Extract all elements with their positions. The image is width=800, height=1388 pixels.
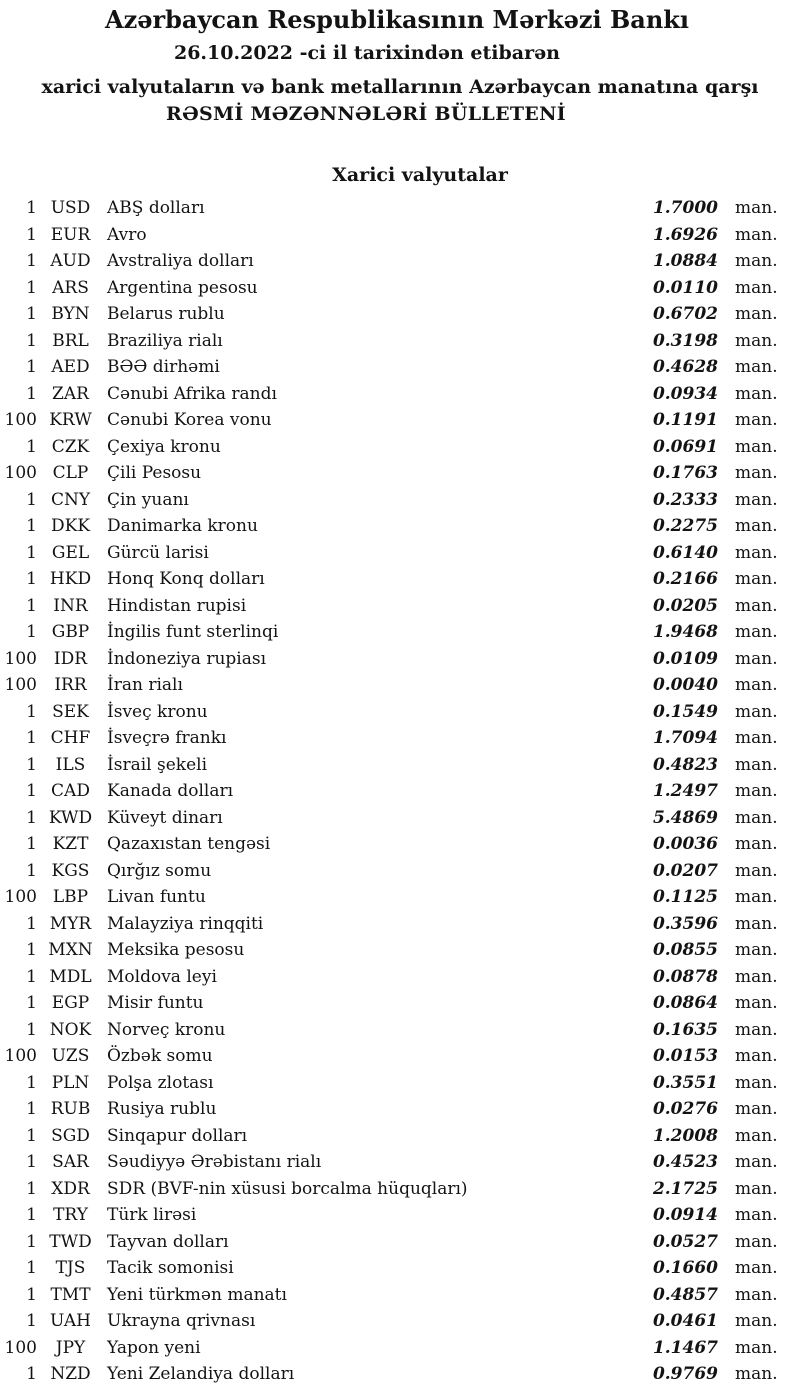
unit-cell: man. [735,251,778,271]
currency-code-cell: XDR [51,1178,90,1199]
quantity-cell: 1 [26,1125,37,1146]
currency-name-cell: Ukrayna qrivnası [107,1311,256,1331]
unit-cell: man. [735,304,778,324]
currency-code-cell: USD [50,198,91,218]
rate-row [0,1255,800,1282]
rate-value-cell: 0.4857 [652,1284,718,1305]
rate-row [0,434,800,461]
quantity-cell: 1 [26,1231,37,1252]
section-title-foreign-currencies: Xarici valyutalar [332,164,508,186]
currency-code-cell: ILS [55,754,86,775]
currency-code-cell: EUR [50,224,91,245]
unit-cell: man. [735,807,778,828]
unit-cell: man. [735,489,778,510]
currency-name-cell: Meksika pesosu [107,940,245,960]
bulletin-subtitle: xarici valyutaların və bank metallarının Azərbaycan manatına qarşı [41,76,759,98]
currency-name-cell: Cənubi Afrika randı [107,383,277,404]
unit-cell: man. [735,1046,778,1066]
currency-code-cell: AED [51,357,90,377]
quantity-cell: 1 [26,251,37,271]
quantity-cell: 100 [4,648,37,669]
rate-row [0,805,800,832]
quantity-cell: 1 [26,1099,37,1119]
rate-row [0,1123,800,1150]
currency-name-cell: İsrail şekeli [107,754,207,775]
currency-code-cell: ARS [52,277,89,298]
currency-code-cell: IDR [53,648,88,669]
currency-name-cell: Yeni türkmən manatı [107,1284,287,1305]
currency-name-cell: Sinqapur dolları [107,1125,248,1146]
rate-value-cell: 0.0527 [652,1231,718,1252]
unit-cell: man. [735,436,778,457]
currency-code-cell: CAD [51,781,90,801]
rate-value-cell: 0.1660 [652,1258,718,1278]
unit-cell: man. [735,224,778,245]
rate-row [0,831,800,858]
currency-name-cell: BƏƏ dirhəmi [107,357,220,377]
currency-code-cell: EGP [51,993,90,1013]
rate-row [0,1335,800,1362]
rate-value-cell: 1.2497 [652,781,718,801]
currency-name-cell: Səudiyyə Ərəbistanı rialı [107,1152,322,1172]
quantity-cell: 1 [26,1205,37,1225]
rate-value-cell: 0.0153 [652,1046,718,1066]
currency-name-cell: Yapon yeni [107,1337,201,1358]
unit-cell: man. [735,1311,778,1331]
currency-name-cell: Rusiya rublu [107,1099,217,1119]
rate-value-cell: 0.2333 [652,489,718,510]
rate-value-cell: 0.1549 [652,701,718,722]
unit-cell: man. [735,622,778,642]
currency-code-cell: MXN [48,940,93,960]
currency-name-cell: Avro [107,224,147,245]
quantity-cell: 100 [4,1046,37,1066]
unit-cell: man. [735,463,778,483]
rate-row [0,195,800,222]
currency-code-cell: INR [53,595,88,616]
currency-code-cell: GBP [51,622,90,642]
rate-value-cell: 0.3551 [652,1072,718,1093]
currency-name-cell: Polşa zlotası [107,1072,214,1093]
currency-name-cell: Malayziya rinqqiti [107,913,264,934]
rate-value-cell: 0.2166 [652,569,718,589]
currency-name-cell: Argentina pesosu [107,277,258,298]
rate-row [0,699,800,726]
rate-row [0,964,800,991]
rate-row [0,1282,800,1309]
rate-value-cell: 0.0036 [652,834,718,854]
unit-cell: man. [735,1019,778,1040]
currency-name-cell: Çin yuanı [107,489,189,510]
unit-cell: man. [735,516,778,536]
rate-value-cell: 0.0040 [652,675,718,695]
currency-name-cell: Çexiya kronu [107,436,221,457]
quantity-cell: 1 [26,622,37,642]
currency-code-cell: TWD [49,1231,92,1252]
quantity-cell: 1 [26,224,37,245]
unit-cell: man. [735,781,778,801]
unit-cell: man. [735,383,778,404]
quantity-cell: 1 [26,728,37,748]
quantity-cell: 1 [26,1072,37,1093]
rate-value-cell: 0.0461 [652,1311,718,1331]
rate-value-cell: 0.0864 [652,993,718,1013]
unit-cell: man. [735,701,778,722]
currency-code-cell: KZT [52,834,89,854]
currency-code-cell: BYN [51,304,90,324]
currency-name-cell: Qazaxıstan tengəsi [107,834,271,854]
quantity-cell: 1 [26,304,37,324]
rate-row [0,778,800,805]
rate-value-cell: 1.2008 [652,1125,718,1146]
unit-cell: man. [735,648,778,669]
rate-row [0,407,800,434]
rate-row [0,540,800,567]
unit-cell: man. [735,569,778,589]
rate-row [0,752,800,779]
currency-code-cell: UZS [51,1046,90,1066]
rate-row [0,275,800,302]
quantity-cell: 1 [26,1311,37,1331]
currency-code-cell: SEK [52,701,89,722]
quantity-cell: 1 [26,754,37,775]
unit-cell: man. [735,1231,778,1252]
unit-cell: man. [735,675,778,695]
currency-name-cell: İngilis funt sterlinqi [107,622,279,642]
quantity-cell: 1 [26,993,37,1013]
currency-name-cell: İsveçrə frankı [107,728,227,748]
quantity-cell: 1 [26,1364,37,1384]
currency-code-cell: JPY [55,1337,86,1358]
currency-name-cell: Qırğız somu [107,860,212,881]
quantity-cell: 1 [26,542,37,563]
rate-value-cell: 1.0884 [652,251,718,271]
currency-name-cell: Çili Pesosu [107,463,202,483]
rate-row [0,301,800,328]
currency-name-cell: Belarus rublu [107,304,225,324]
currency-code-cell: PLN [51,1072,90,1093]
currency-name-cell: İndoneziya rupiası [107,648,267,669]
currency-name-cell: Cənubi Korea vonu [107,410,272,430]
rate-row [0,222,800,249]
currency-code-cell: RUB [50,1099,91,1119]
currency-code-cell: NOK [49,1019,92,1040]
currency-name-cell: Tayvan dolları [107,1231,229,1252]
rate-value-cell: 0.0934 [652,383,718,404]
rate-row [0,858,800,885]
unit-cell: man. [735,330,778,351]
quantity-cell: 100 [4,1337,37,1358]
currency-code-cell: CZK [51,436,90,457]
currency-name-cell: Norveç kronu [107,1019,226,1040]
unit-cell: man. [735,1152,778,1172]
rate-value-cell: 0.0914 [652,1205,718,1225]
rate-value-cell: 0.0207 [652,860,718,881]
quantity-cell: 1 [26,940,37,960]
quantity-cell: 1 [26,1258,37,1278]
currency-name-cell: Gürcü larisi [107,542,209,563]
rate-row [0,1308,800,1335]
currency-code-cell: CNY [50,489,91,510]
currency-code-cell: GEL [51,542,90,563]
currency-name-cell: Honq Konq dolları [107,569,265,589]
rate-row [0,460,800,487]
quantity-cell: 100 [4,410,37,430]
rate-value-cell: 0.4823 [652,754,718,775]
quantity-cell: 100 [4,675,37,695]
unit-cell: man. [735,887,778,907]
currency-code-cell: CHF [50,728,91,748]
rate-row [0,354,800,381]
rate-value-cell: 0.0276 [652,1099,718,1119]
currency-name-cell: Yeni Zelandiya dolları [107,1364,295,1384]
bank-name-title: Azərbaycan Respublikasının Mərkəzi Bankı [104,5,690,34]
rate-value-cell: 0.0855 [652,940,718,960]
quantity-cell: 1 [26,357,37,377]
rate-value-cell: 1.9468 [652,622,718,642]
rate-value-cell: 0.0878 [652,966,718,987]
quantity-cell: 1 [26,1152,37,1172]
rate-value-cell: 0.4523 [652,1152,718,1172]
rate-value-cell: 1.6926 [652,224,718,245]
currency-name-cell: Braziliya rialı [107,330,223,351]
quantity-cell: 1 [26,913,37,934]
quantity-cell: 1 [26,834,37,854]
rate-value-cell: 0.0205 [652,595,718,616]
currency-code-cell: ZAR [52,383,89,404]
quantity-cell: 100 [4,463,37,483]
quantity-cell: 1 [26,277,37,298]
rate-value-cell: 0.1635 [652,1019,718,1040]
unit-cell: man. [735,913,778,934]
rate-row [0,937,800,964]
rate-row [0,911,800,938]
rate-value-cell: 0.4628 [652,357,718,377]
unit-cell: man. [735,754,778,775]
unit-cell: man. [735,1072,778,1093]
quantity-cell: 1 [26,1284,37,1305]
rate-value-cell: 0.3596 [652,913,718,934]
currency-code-cell: TJS [55,1258,86,1278]
currency-code-cell: HKD [49,569,92,589]
unit-cell: man. [735,1284,778,1305]
rate-value-cell: 0.1125 [652,887,718,907]
currency-name-cell: Misir funtu [107,993,204,1013]
quantity-cell: 1 [26,1019,37,1040]
unit-cell: man. [735,542,778,563]
unit-cell: man. [735,1337,778,1358]
currency-code-cell: UAH [50,1311,91,1331]
quantity-cell: 1 [26,489,37,510]
rate-row [0,1176,800,1203]
unit-cell: man. [735,940,778,960]
quantity-cell: 1 [26,781,37,801]
currency-name-cell: Hindistan rupisi [107,595,247,616]
currency-name-cell: Türk lirəsi [107,1205,197,1225]
rate-row [0,1096,800,1123]
quantity-cell: 1 [26,330,37,351]
currency-name-cell: Tacik somonisi [107,1258,234,1278]
currency-code-cell: NZD [50,1364,91,1384]
rate-row [0,1043,800,1070]
rate-row [0,990,800,1017]
rate-row [0,646,800,673]
unit-cell: man. [735,1099,778,1119]
quantity-cell: 1 [26,966,37,987]
rate-value-cell: 0.6702 [652,304,718,324]
currency-code-cell: MDL [49,966,92,987]
effective-date-line: 26.10.2022 -ci il tarixindən etibarən [173,42,560,64]
quantity-cell: 1 [26,198,37,218]
rate-row [0,1202,800,1229]
quantity-cell: 1 [26,569,37,589]
currency-code-cell: KWD [48,807,93,828]
quantity-cell: 1 [26,595,37,616]
unit-cell: man. [735,357,778,377]
rate-row [0,566,800,593]
currency-code-cell: MYR [49,913,92,934]
currency-name-cell: SDR (BVF-nin xüsusi borcalma hüquqları) [107,1178,468,1199]
currency-code-cell: CLP [52,463,89,483]
currency-name-cell: Avstraliya dolları [107,251,254,271]
rate-row [0,248,800,275]
rate-row [0,1017,800,1044]
rate-row [0,1361,800,1388]
unit-cell: man. [735,860,778,881]
currency-code-cell: SAR [52,1152,89,1172]
bulletin-title: RƏSMİ MƏZƏNNƏLƏRİ BÜLLETENİ [166,103,566,125]
currency-name-cell: Livan funtu [107,887,206,907]
currency-name-cell: Kanada dolları [107,781,234,801]
currency-code-cell: KRW [49,410,92,430]
currency-name-cell: Danimarka kronu [107,516,258,536]
rate-row [0,884,800,911]
currency-code-cell: LBP [52,887,89,907]
currency-name-cell: ABŞ dolları [107,198,205,218]
rate-value-cell: 1.7094 [652,728,718,748]
unit-cell: man. [735,1178,778,1199]
quantity-cell: 1 [26,383,37,404]
unit-cell: man. [735,834,778,854]
rate-row [0,487,800,514]
rate-value-cell: 0.3198 [652,330,718,351]
quantity-cell: 100 [4,887,37,907]
quantity-cell: 1 [26,1178,37,1199]
currency-code-cell: TRY [53,1205,88,1225]
rate-row [0,725,800,752]
unit-cell: man. [735,1258,778,1278]
rate-value-cell: 0.9769 [652,1364,718,1384]
unit-cell: man. [735,198,778,218]
rate-row [0,619,800,646]
unit-cell: man. [735,966,778,987]
rate-value-cell: 0.0109 [652,648,718,669]
quantity-cell: 1 [26,436,37,457]
rate-value-cell: 0.1191 [652,410,718,430]
currency-name-cell: Moldova leyi [107,966,217,987]
currency-code-cell: IRR [54,675,87,695]
rate-row [0,1149,800,1176]
currency-name-cell: Küveyt dinarı [107,807,223,828]
currency-code-cell: AUD [50,251,91,271]
rate-row [0,513,800,540]
rate-value-cell: 0.0110 [652,277,718,298]
rate-row [0,593,800,620]
rate-value-cell: 5.4869 [652,807,718,828]
rate-value-cell: 0.1763 [652,463,718,483]
rate-row [0,672,800,699]
unit-cell: man. [735,410,778,430]
unit-cell: man. [735,1205,778,1225]
currency-code-cell: KGS [51,860,90,881]
currency-name-cell: İsveç kronu [107,701,208,722]
rate-value-cell: 0.2275 [652,516,718,536]
rate-value-cell: 1.7000 [652,198,718,218]
quantity-cell: 1 [26,860,37,881]
currency-code-cell: DKK [50,516,91,536]
rates-table [0,195,800,1388]
currency-name-cell: Özbək somu [107,1046,213,1066]
unit-cell: man. [735,1125,778,1146]
rate-row [0,328,800,355]
currency-name-cell: İran rialı [107,675,183,695]
currency-code-cell: TMT [50,1284,91,1305]
rate-value-cell: 0.6140 [652,542,718,563]
unit-cell: man. [735,277,778,298]
unit-cell: man. [735,993,778,1013]
rate-row [0,1229,800,1256]
quantity-cell: 1 [26,701,37,722]
rate-row [0,1070,800,1097]
quantity-cell: 1 [26,807,37,828]
unit-cell: man. [735,728,778,748]
unit-cell: man. [735,595,778,616]
currency-code-cell: SGD [51,1125,90,1146]
quantity-cell: 1 [26,516,37,536]
rate-row [0,381,800,408]
rate-value-cell: 1.1467 [652,1337,718,1358]
unit-cell: man. [735,1364,778,1384]
currency-code-cell: BRL [52,330,89,351]
rate-value-cell: 0.0691 [652,436,718,457]
rate-value-cell: 2.1725 [652,1178,718,1199]
